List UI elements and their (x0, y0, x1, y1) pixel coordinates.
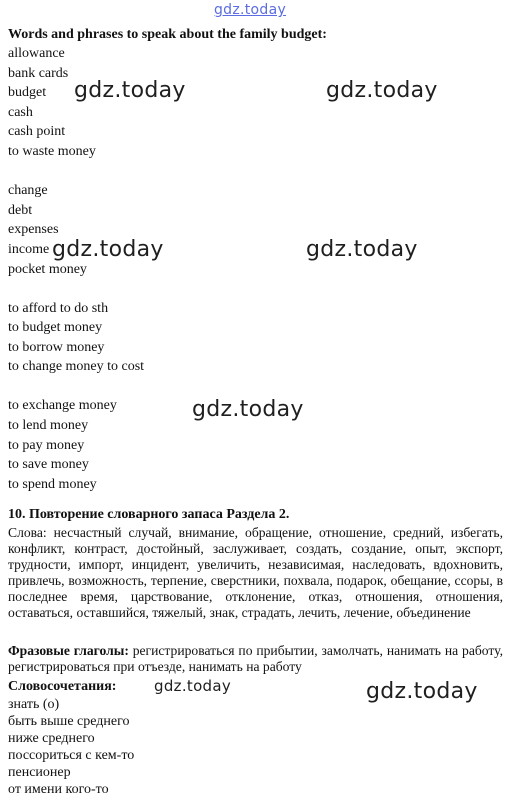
vocab-item: to budget money (8, 320, 103, 335)
vocab-item: to spend money (8, 477, 97, 492)
phrasal-verbs-paragraph (8, 643, 503, 675)
vocab-item: to afford to do sth (8, 301, 109, 316)
vocab-item: debt (8, 203, 33, 218)
watermark: gdz.today (366, 679, 478, 704)
vocab-item: to save money (8, 457, 89, 472)
vocab-item: change (8, 183, 48, 198)
collocation-item: поссориться с кем-то (8, 748, 135, 763)
phrasal-verbs-label: Фразовые глаголы: (8, 643, 129, 658)
vocab-item: income (8, 242, 50, 257)
watermark: gdz.today (52, 237, 164, 262)
vocab-item: cash (8, 105, 33, 120)
vocab-item: cash point (8, 124, 66, 139)
vocab-item: to borrow money (8, 340, 105, 355)
section-heading: 10. Повторение словарного запаса Раздела 2. (8, 507, 290, 522)
vocab-item: to waste money (8, 144, 96, 159)
section-heading: Words and phrases to speak about the family budget: (8, 27, 327, 42)
vocab-item: to lend money (8, 418, 89, 433)
watermark: gdz.today (192, 397, 304, 422)
collocation-item: быть выше среднего (8, 714, 130, 729)
vocab-item: expenses (8, 222, 59, 237)
vocab-item: to change money to cost (8, 359, 145, 374)
collocations-label: Словосочетания: (8, 679, 117, 694)
watermark: gdz.today (326, 78, 438, 103)
watermark-top: gdz.today (214, 2, 287, 18)
collocation-item: знать (о) (8, 697, 60, 712)
vocab-item: bank cards (8, 66, 69, 81)
collocation-item: пенсионер (8, 765, 71, 780)
phrasal-verbs-text: регистрироваться по прибытии, замолчать, нанимать на работу, регистрироваться при отъезде, нанимать на работу (8, 643, 503, 674)
collocation-item: от имени кого-то (8, 782, 109, 797)
collocation-item: ниже среднего (8, 731, 95, 746)
watermark: gdz.today (154, 677, 232, 695)
vocab-item: allowance (8, 46, 65, 61)
vocab-item: budget (8, 85, 47, 100)
vocab-item: to pay money (8, 438, 85, 453)
vocab-item: pocket money (8, 262, 87, 277)
watermark: gdz.today (74, 78, 186, 103)
vocab-item: to exchange money (8, 398, 117, 413)
watermark: gdz.today (306, 237, 418, 262)
words-paragraph: Слова: несчастный случай, внимание, обращение, отношение, средний, избегать, конфликт, контраст, достойный, заслуживает, создать, создание, опыт, экспорт, трудности, импорт, инцидент, увеличить, независимая, наследовать, вдохновить, привлечь, возможность, терпение, сверстники, похвала, подарок, обещание, ссоры, в последнее время, царствование, отклонение, отказ, отношения, отношения, оставаться, оставшийся, тяжелый, знак, страдать, лечить, лечение, объединение (8, 525, 503, 620)
